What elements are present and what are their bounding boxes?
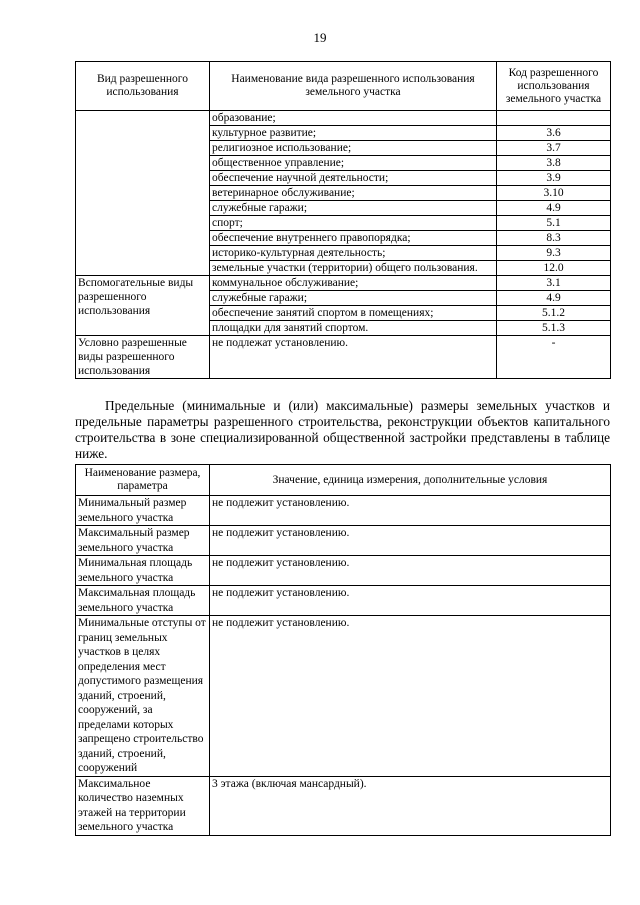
header-param-value: Значение, единица измерения, дополнительные условия <box>210 465 611 496</box>
param-name: Минимальная площадь земельного участка <box>76 556 210 586</box>
use-name: обеспечение научной деятельности; <box>210 171 497 186</box>
table-row <box>76 111 611 126</box>
param-name: Максимальный размер земельного участка <box>76 526 210 556</box>
header-param-name: Наименование размера, параметра <box>76 465 210 496</box>
param-name: Минимальные отступы от границ земельных участков в целях определения мест допустимого размещения зданий, строений, сооружений, за пределами которых запрещено строительство зданий, строений, сооружений <box>76 616 210 777</box>
param-value: 3 этажа (включая мансардный). <box>210 776 611 835</box>
use-code: 5.1.3 <box>497 321 611 336</box>
table-row <box>76 496 611 526</box>
table-row <box>76 586 611 616</box>
use-name: обеспечение внутреннего правопорядка; <box>210 231 497 246</box>
use-name: культурное развитие; <box>210 126 497 141</box>
use-name: образование; <box>210 111 497 126</box>
use-name: площадки для занятий спортом. <box>210 321 497 336</box>
use-code: 5.1.2 <box>497 306 611 321</box>
param-value: не подлежит установлению. <box>210 526 611 556</box>
param-value: не подлежит установлению. <box>210 616 611 777</box>
use-code: 8.3 <box>497 231 611 246</box>
paragraph-text: Предельные (минимальные и (или) максимальные) размеры земельных участков и предельные параметры разрешенного строительства, реконструкции объектов капитального строительства в зоне специализированной общественной застройки представлены в таблице ниже. <box>75 398 610 461</box>
table-row <box>76 336 611 379</box>
use-name: общественное управление; <box>210 156 497 171</box>
use-name: коммунальное обслуживание; <box>210 276 497 291</box>
use-code: 3.9 <box>497 171 611 186</box>
use-code: 3.7 <box>497 141 611 156</box>
table-row <box>76 776 611 835</box>
table-row <box>76 556 611 586</box>
use-name: не подлежат установлению. <box>210 336 497 379</box>
page-number: 19 <box>313 30 327 45</box>
use-code: 3.6 <box>497 126 611 141</box>
use-code: 3.10 <box>497 186 611 201</box>
use-code: - <box>497 336 611 379</box>
param-value: не подлежит установлению. <box>210 496 611 526</box>
header-use-code: Код разрешенного использования земельного участка <box>497 62 611 111</box>
aux-use-label: Вспомогательные виды разрешенного использования <box>76 276 210 336</box>
header-use-name: Наименование вида разрешенного использования земельного участка <box>210 62 497 111</box>
use-name: спорт; <box>210 216 497 231</box>
param-value: не подлежит установлению. <box>210 586 611 616</box>
param-value: не подлежит установлению. <box>210 556 611 586</box>
table-header-row <box>76 62 611 111</box>
parameters-table <box>75 464 611 836</box>
use-code: 3.8 <box>497 156 611 171</box>
use-code: 4.9 <box>497 201 611 216</box>
param-name: Максимальная площадь земельного участка <box>76 586 210 616</box>
table-row <box>76 526 611 556</box>
table-row <box>76 616 611 777</box>
use-name: обеспечение занятий спортом в помещениях; <box>210 306 497 321</box>
use-name: служебные гаражи; <box>210 291 497 306</box>
param-name: Максимальное количество наземных этажей на территории земельного участка <box>76 776 210 835</box>
body-paragraph <box>75 398 610 462</box>
table-row <box>76 276 611 291</box>
header-use-type: Вид разрешенного использования <box>76 62 210 111</box>
conditional-use-label: Условно разрешенные виды разрешенного использования <box>76 336 210 379</box>
param-name: Минимальный размер земельного участка <box>76 496 210 526</box>
use-name: историко-культурная деятельность; <box>210 246 497 261</box>
use-code: 12.0 <box>497 261 611 276</box>
table-header-row <box>76 465 611 496</box>
use-code: 5.1 <box>497 216 611 231</box>
use-code: 3.1 <box>497 276 611 291</box>
use-name: служебные гаражи; <box>210 201 497 216</box>
use-code: 4.9 <box>497 291 611 306</box>
main-use-label-cell <box>76 111 210 276</box>
use-code: 9.3 <box>497 246 611 261</box>
use-name: земельные участки (территории) общего пользования. <box>210 261 497 276</box>
use-name: ветеринарное обслуживание; <box>210 186 497 201</box>
permitted-use-table <box>75 61 611 379</box>
use-code <box>497 111 611 126</box>
use-name: религиозное использование; <box>210 141 497 156</box>
